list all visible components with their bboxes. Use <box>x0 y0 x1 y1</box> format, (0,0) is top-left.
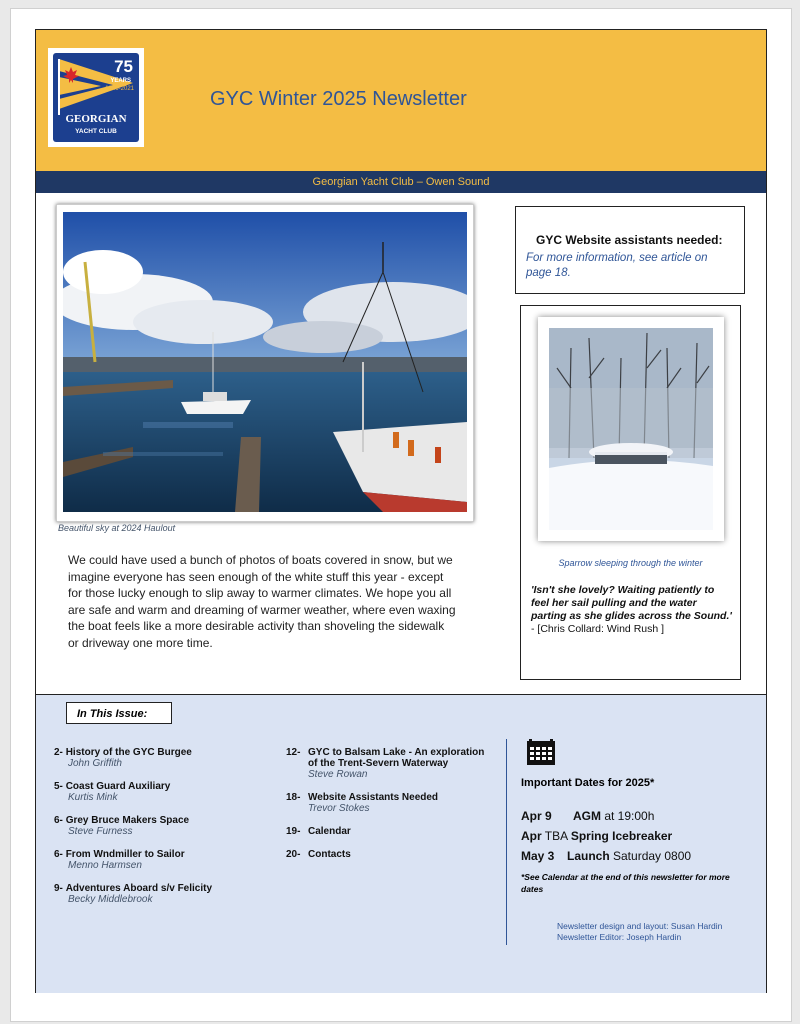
header-banner <box>36 30 766 171</box>
date-row <box>521 849 691 863</box>
toc-title: Calendar <box>308 826 351 837</box>
toc-num: 6- <box>54 815 63 826</box>
date-detail: Saturday 0800 <box>609 849 692 863</box>
toc-title: Adventures Aboard s/v Felicity <box>65 883 213 894</box>
toc-left-column <box>54 747 254 917</box>
date-value: Apr 9 <box>521 809 552 823</box>
toc-title: Grey Bruce Makers Space <box>65 815 190 826</box>
newsletter-title: GYC Winter 2025 Newsletter <box>210 88 467 110</box>
snow-photo-caption: Sparrow sleeping through the winter <box>558 558 703 568</box>
snow-boat-photo <box>549 328 713 530</box>
snow-photo-frame <box>538 317 724 541</box>
logo-subname: YACHT CLUB <box>75 128 117 135</box>
toc-item <box>286 792 486 814</box>
date-value: May 3 <box>521 849 555 863</box>
dates-footnote: *See Calendar at the end of this newsletter for more dates <box>521 872 730 894</box>
toc-author: John Griffith <box>68 758 122 769</box>
intro-paragraph: We could have used a bunch of photos of boats covered in snow, but we imagine everyone has seen enough of the white stuff this year - except for those lucky enough to slip away to warmer climates. We hope you all are safe and warm and dreaming of warmer weather, where even waxing the boat feels like a more desirable activity than shoveling the sidewalk or driveway one more time. <box>68 553 456 650</box>
quote-text: 'Isn't she lovely? Waiting patiently to feel her sail pulling and the water parting as she glides across the Sound.' <box>531 584 732 622</box>
toc-author: Steve Rowan <box>308 769 368 780</box>
date-detail: at 19:00h <box>601 809 655 823</box>
column-divider <box>506 739 507 945</box>
newsletter-frame <box>35 29 767 993</box>
toc-num: 19- <box>286 826 301 837</box>
haulout-photo <box>63 212 467 512</box>
club-location-bar: Georgian Yacht Club – Owen Sound <box>36 171 766 193</box>
toc-num: 5- <box>54 781 63 792</box>
toc-num: 20- <box>286 849 301 860</box>
toc-num: 6- <box>54 849 63 860</box>
toc-title: Contacts <box>308 849 351 860</box>
date-detail: TBA <box>544 829 568 843</box>
website-assistants-callout <box>515 206 745 294</box>
toc-item <box>286 849 486 860</box>
important-dates-title: Important Dates for 2025* <box>521 777 655 789</box>
logo-years: YEARS <box>110 78 131 84</box>
date-value: Apr <box>521 829 542 843</box>
date-event: Spring Icebreaker <box>570 829 673 843</box>
callout-title: GYC Website assistants needed: <box>536 233 723 247</box>
toc-item <box>54 747 254 769</box>
toc-author: Trevor Stokes <box>308 803 370 814</box>
date-row <box>521 829 672 843</box>
design-credit: Newsletter design and layout: Susan Hardin <box>557 921 723 931</box>
toc-item <box>54 849 254 871</box>
toc-item <box>54 815 254 837</box>
haulout-photo-frame <box>56 204 474 522</box>
toc-item <box>286 826 486 837</box>
newsletter-page <box>10 8 792 1022</box>
toc-author: Steve Furness <box>68 826 133 837</box>
toc-title: Website Assistants Needed <box>308 792 439 803</box>
toc-right-column <box>286 747 486 872</box>
snow-photo-panel <box>520 305 741 680</box>
toc-item <box>54 883 254 905</box>
toc-author: Menno Harmsen <box>68 860 142 871</box>
toc-title: History of the GYC Burgee <box>65 747 192 758</box>
toc-item <box>286 747 486 780</box>
date-event: AGM <box>573 809 601 823</box>
newsletter-credits <box>557 921 722 943</box>
haulout-photo-caption: Beautiful sky at 2024 Haulout <box>58 523 176 533</box>
callout-subtitle: For more information, see article on page 18. <box>526 252 708 279</box>
club-logo <box>48 48 144 147</box>
toc-num: 2- <box>54 747 63 758</box>
logo-emblem <box>53 53 139 142</box>
toc-title: Coast Guard Auxiliary <box>65 781 171 792</box>
toc-num: 9- <box>54 883 63 894</box>
logo-span: 1946-2021 <box>105 86 134 92</box>
quote-attribution: - [Chris Collard: Wind Rush ] <box>531 623 665 635</box>
logo-number: 75 <box>114 57 133 76</box>
editor-credit: Newsletter Editor: Joseph Hardin <box>557 932 682 942</box>
date-row <box>521 809 654 823</box>
toc-title: From Wndmiller to Sailor <box>65 849 185 860</box>
toc-item <box>54 781 254 803</box>
toc-num: 12- <box>286 747 301 758</box>
in-this-issue-label: In This Issue: <box>66 702 172 724</box>
toc-author: Kurtis Mink <box>68 792 118 803</box>
in-this-issue-section <box>36 694 766 993</box>
toc-author: Becky Middlebrook <box>68 894 153 905</box>
toc-num: 18- <box>286 792 301 803</box>
date-event: Launch <box>567 849 610 863</box>
calendar-icon <box>527 739 555 765</box>
toc-title: GYC to Balsam Lake - An exploration of the Trent-Severn Waterway <box>308 747 485 769</box>
quote-block <box>531 584 735 636</box>
logo-name: GEORGIAN <box>65 113 127 125</box>
